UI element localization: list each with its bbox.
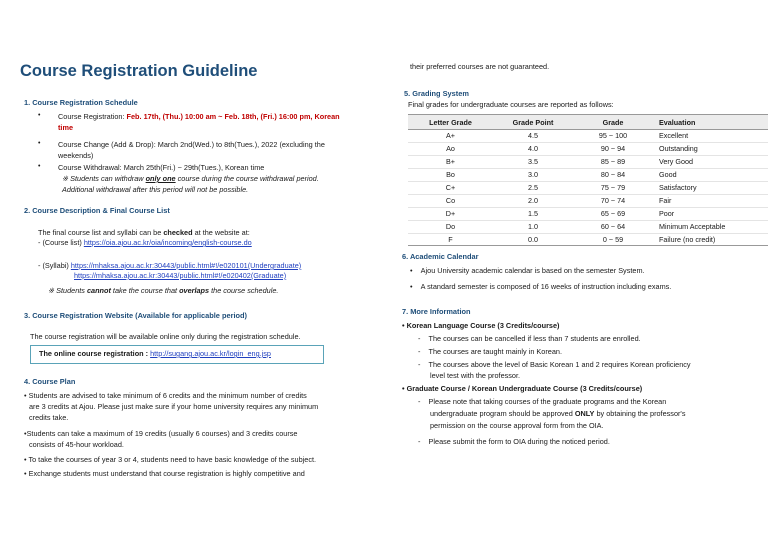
registration-label: Course Registration:	[58, 112, 127, 121]
table-cell: Do	[408, 220, 493, 233]
table-cell: 3.0	[493, 168, 573, 181]
section-3-heading: 3. Course Registration Website (Available for applicable period)	[24, 311, 247, 320]
column-header: Grade	[573, 115, 653, 130]
registration-website-text: The course registration will be available online only during the registration schedule.	[30, 332, 301, 341]
withdrawal-line: Course Withdrawal: March 25th(Fri.) ~ 29th(Tues.), Korean time	[58, 163, 265, 172]
table-cell: 4.0	[493, 142, 573, 155]
table-cell: 60 ~ 64	[573, 220, 653, 233]
graduate-item-2: - Please submit the form to OIA during the noticed period.	[418, 437, 610, 446]
korean-item-1: - The courses can be cancelled if less than 7 students are enrolled.	[418, 334, 641, 343]
table-cell: 70 ~ 74	[573, 194, 653, 207]
table-row	[408, 155, 768, 168]
calendar-bullet-2: • A standard semester is composed of 16 weeks of instruction including exams.	[410, 282, 672, 291]
column-header: Grade Point	[493, 115, 573, 130]
korean-item-3-cont: level test with the professor.	[430, 371, 521, 380]
column-header: Evaluation	[653, 115, 768, 130]
table-cell: 1.5	[493, 207, 573, 220]
registration-line	[58, 112, 340, 123]
table-cell: Good	[653, 168, 768, 181]
korean-item-2: - The courses are taught mainly in Korean.	[418, 347, 562, 356]
table-cell: 3.5	[493, 155, 573, 168]
bullet-dot: •	[38, 112, 41, 119]
table-cell: 80 ~ 84	[573, 168, 653, 181]
sugang-link[interactable]: http://sugang.ajou.ac.kr/login_eng.jsp	[150, 349, 271, 358]
grading-table-body	[408, 130, 768, 246]
bullet-dot: •	[38, 163, 41, 170]
table-cell: Poor	[653, 207, 768, 220]
plan-bullet-2-cont: consists of 45-hour workload.	[29, 440, 124, 449]
section-6-heading: 6. Academic Calendar	[402, 252, 479, 261]
section-7-heading: 7. More Information	[402, 307, 471, 316]
table-cell: Excellent	[653, 130, 768, 143]
graduate-item-1: - Please note that taking courses of the graduate programs and the Korean	[418, 397, 667, 406]
withdrawal-note-cont: Additional withdrawal after this period will not be possible.	[62, 185, 249, 194]
table-cell: A+	[408, 130, 493, 143]
korean-item-3: - The courses above the level of Basic Korean 1 and 2 requires Korean proficiency	[418, 360, 691, 369]
registration-dates: Feb. 17th, (Thu.) 10:00 am ~ Feb. 18th, (Fri.) 16:00 pm, Korean	[126, 112, 340, 121]
table-cell: 75 ~ 79	[573, 181, 653, 194]
table-cell: Satisfactory	[653, 181, 768, 194]
table-row	[408, 142, 768, 155]
plan-bullet-3: • To take the courses of year 3 or 4, students need to have basic knowledge of the subject.	[24, 455, 317, 464]
table-cell: Co	[408, 194, 493, 207]
table-cell: 1.0	[493, 220, 573, 233]
table-cell: Minimum Acceptable	[653, 220, 768, 233]
table-cell: 0.0	[493, 233, 573, 246]
table-cell: Very Good	[653, 155, 768, 168]
registration-dates-cont: time	[58, 123, 74, 132]
table-cell: 2.0	[493, 194, 573, 207]
table-cell: Ao	[408, 142, 493, 155]
table-cell: Outstanding	[653, 142, 768, 155]
table-row	[408, 220, 768, 233]
table-cell: 95 ~ 100	[573, 130, 653, 143]
table-row	[408, 207, 768, 220]
table-row	[408, 194, 768, 207]
course-list-line: - (Course list) https://oia.ajou.ac.kr/oia/incoming/english-course.do	[38, 238, 252, 247]
table-cell: 0 ~ 59	[573, 233, 653, 246]
plan-bullet-1-cont: are 3 credits at Ajou. Please just make sure if your home university requires any minimum	[29, 402, 319, 411]
table-header-row	[408, 115, 768, 130]
table-cell: 2.5	[493, 181, 573, 194]
table-cell: 85 ~ 89	[573, 155, 653, 168]
plan-bullet-2: •Students can take a maximum of 19 credits (usually 6 courses) and 3 credits course	[24, 429, 298, 438]
plan-bullet-1-cont2: credits take.	[29, 413, 69, 422]
table-row	[408, 181, 768, 194]
column-header: Letter Grade	[408, 115, 493, 130]
table-cell: 90 ~ 94	[573, 142, 653, 155]
table-row	[408, 233, 768, 246]
plan-bullet-1: • Students are advised to take minimum of 6 credits and the minimum number of credits	[24, 391, 307, 400]
table-cell: Failure (no credit)	[653, 233, 768, 246]
section-5-heading: 5. Grading System	[404, 89, 469, 98]
calendar-bullet-1: • Ajou University academic calendar is based on the semester System.	[410, 266, 645, 275]
registration-link-line: The online course registration : http://sugang.ajou.ac.kr/login_eng.jsp	[39, 349, 271, 358]
course-change-line: Course Change (Add & Drop): March 2nd(Wed.) to 8th(Tues.), 2022 (excluding the	[58, 140, 325, 149]
syllabi-line-2	[74, 271, 286, 282]
korean-course-title: • Korean Language Course (3 Credits/course)	[402, 321, 560, 330]
plan-bullet-4-cont: their preferred courses are not guaranteed.	[410, 62, 550, 71]
course-change-cont: weekends)	[58, 151, 94, 160]
table-cell: Fair	[653, 194, 768, 207]
section-4-heading: 4. Course Plan	[24, 377, 76, 386]
withdrawal-note: ※ Students can withdraw only one course during the course withdrawal period.	[62, 174, 319, 183]
table-cell: Bo	[408, 168, 493, 181]
graduate-item-1-cont: undergraduate program should be approved ONLY by obtaining the professor's	[430, 409, 686, 418]
table-cell: 65 ~ 69	[573, 207, 653, 220]
section-1-heading: 1. Course Registration Schedule	[24, 98, 138, 107]
plan-bullet-4: • Exchange students must understand that course registration is highly competitive and	[24, 469, 305, 478]
course-list-intro: The final course list and syllabi can be checked at the website at:	[38, 228, 250, 237]
table-cell: B+	[408, 155, 493, 168]
only-one-emphasis: only one	[145, 174, 176, 183]
syllabi-line: - (Syllabi) https://mhaksa.ajou.ac.kr:30443/public.html#!/e020101(Undergraduate)	[38, 261, 302, 270]
overlap-warning: ※ Students cannot take the course that overlaps the course schedule.	[48, 286, 279, 295]
grading-intro: Final grades for undergraduate courses are reported as follows:	[408, 100, 614, 109]
graduate-item-1-cont2: permission on the course approval form from the OIA.	[430, 421, 604, 430]
course-list-link[interactable]: https://oia.ajou.ac.kr/oia/incoming/english-course.do	[83, 238, 252, 247]
table-cell: D+	[408, 207, 493, 220]
page-title: Course Registration Guideline	[20, 62, 258, 80]
table-row	[408, 130, 768, 143]
section-2-heading: 2. Course Description & Final Course List	[24, 206, 170, 215]
table-cell: C+	[408, 181, 493, 194]
table-cell: F	[408, 233, 493, 246]
bullet-dot: •	[38, 140, 41, 147]
registration-link-box	[30, 345, 324, 364]
syllabi-undergraduate-link[interactable]: https://mhaksa.ajou.ac.kr:30443/public.html#!/e020101(Undergraduate)	[70, 261, 302, 270]
table-row	[408, 168, 768, 181]
grading-table	[408, 114, 768, 246]
graduate-course-title: • Graduate Course / Korean Undergraduate Course (3 Credits/course)	[402, 384, 643, 393]
table-cell: 4.5	[493, 130, 573, 143]
syllabi-graduate-link[interactable]: https://mhaksa.ajou.ac.kr:30443/public.html#!/e020402(Graduate)	[74, 271, 287, 280]
